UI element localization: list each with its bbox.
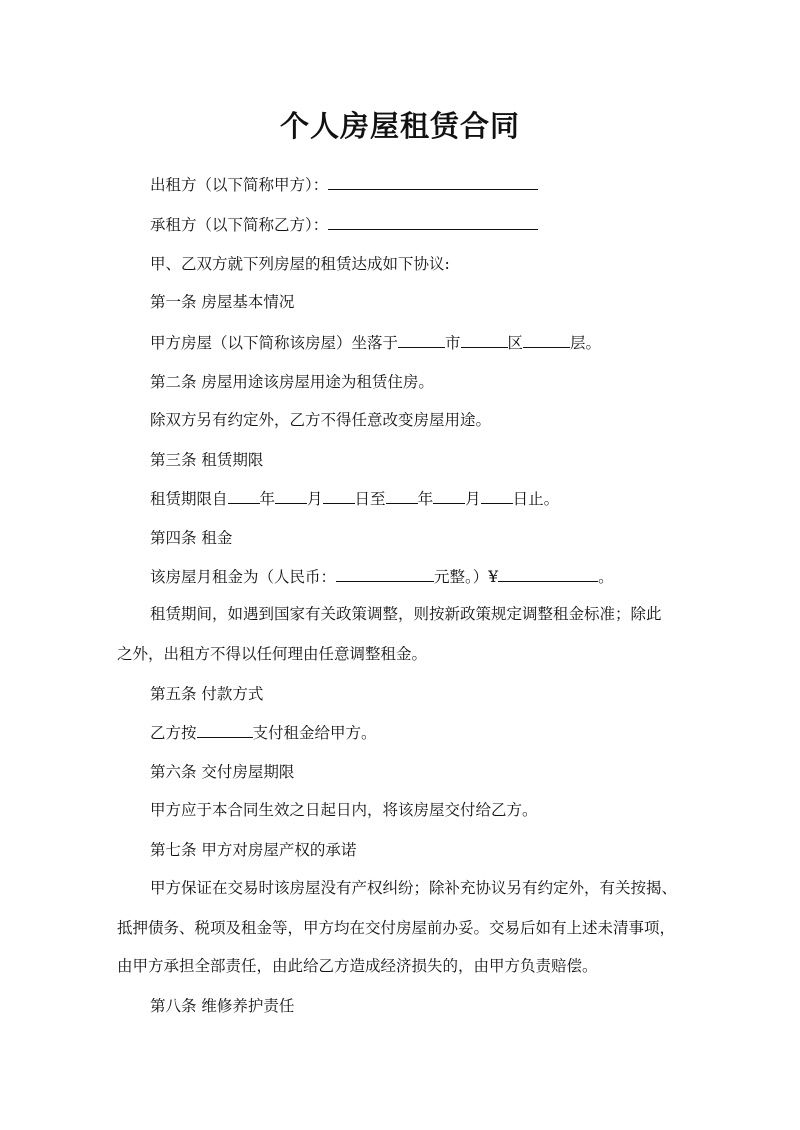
tenant-blank [328, 214, 538, 230]
end-year-label: 年 [417, 490, 434, 508]
district-blank [523, 332, 570, 348]
end-year-blank [386, 488, 418, 504]
end-month-blank [433, 488, 465, 504]
document-title: 个人房屋租赁合同 [279, 109, 520, 143]
district-label: 区 [507, 334, 524, 352]
article-6-body: 甲方应于本合同生效之日起日内，将该房屋交付给乙方。 [150, 801, 538, 819]
tenant-line [150, 214, 690, 235]
article-3-heading: 第三条 租赁期限 [150, 451, 264, 469]
article-7-body-line-3: 由甲方承担全部责任，由此给乙方造成经济损失的，由甲方负责赔偿。 [117, 957, 598, 975]
article-4-heading: 第四条 租金 [150, 529, 233, 547]
article-6-heading: 第六条 交付房屋期限 [150, 763, 295, 781]
location-text: 甲方房屋（以下简称该房屋）坐落于 [150, 334, 399, 352]
article-4-rent [150, 566, 690, 587]
landlord-line [150, 174, 690, 195]
rent-amount-words-blank [336, 566, 434, 582]
article-1-heading: 第一条 房屋基本情况 [150, 293, 295, 311]
intro-paragraph: 甲、乙双方就下列房屋的租赁达成如下协议: [150, 255, 450, 273]
article-2-heading: 第二条 房屋用途该房屋用途为租赁住房。 [150, 373, 434, 391]
rent-period: 。 [598, 568, 614, 586]
end-day-label: 日止。 [512, 490, 560, 508]
end-day-blank [481, 488, 513, 504]
floor-label: 层。 [570, 334, 602, 352]
city-blank [461, 332, 508, 348]
article-8-heading: 第八条 维修养护责任 [150, 997, 295, 1015]
start-year-blank [228, 488, 260, 504]
rent-unit-text: 元整。）¥ [434, 568, 499, 586]
article-7-body-line-2: 抵押债务、税项及租金等，甲方均在交付房屋前办妥。交易后如有上述未清事项， [117, 919, 676, 937]
payment-suffix: 支付租金给甲方。 [252, 724, 377, 742]
article-3-term [150, 488, 690, 509]
article-7-heading: 第七条 甲方对房屋产权的承诺 [150, 841, 357, 859]
landlord-blank [328, 174, 538, 190]
start-year-label: 年 [259, 490, 276, 508]
article-7-body-line-1: 甲方保证在交易时该房屋没有产权纠纷；除补充协议另有约定外，有关按揭、 [150, 879, 678, 897]
payment-method-blank [197, 722, 253, 738]
end-month-label: 月 [465, 490, 481, 508]
start-month-label: 月 [307, 490, 323, 508]
rent-text: 该房屋月租金为（人民币： [150, 568, 337, 586]
city-label: 市 [445, 334, 461, 352]
start-month-blank [275, 488, 307, 504]
article-2-body: 除双方另有约定外，乙方不得任意改变房屋用途。 [150, 411, 492, 429]
article-4-body-line-2: 之外，出租方不得以任何理由任意调整租金。 [117, 645, 428, 663]
term-text: 租赁期限自 [150, 490, 228, 508]
article-5-heading: 第五条 付款方式 [150, 685, 264, 703]
landlord-label: 出租方（以下简称甲方）： [150, 176, 329, 194]
article-1-location [150, 332, 690, 353]
start-day-label: 日至 [354, 490, 386, 508]
location-blank [398, 332, 445, 348]
article-5-payment [150, 722, 690, 743]
start-day-blank [323, 488, 355, 504]
article-4-body-line-1: 租赁期间，如遇到国家有关政策调整，则按新政策规定调整租金标准；除此 [150, 605, 662, 623]
payment-text: 乙方按 [150, 724, 197, 742]
tenant-label: 承租方（以下简称乙方）： [150, 216, 329, 234]
rent-amount-number-blank [498, 566, 598, 582]
